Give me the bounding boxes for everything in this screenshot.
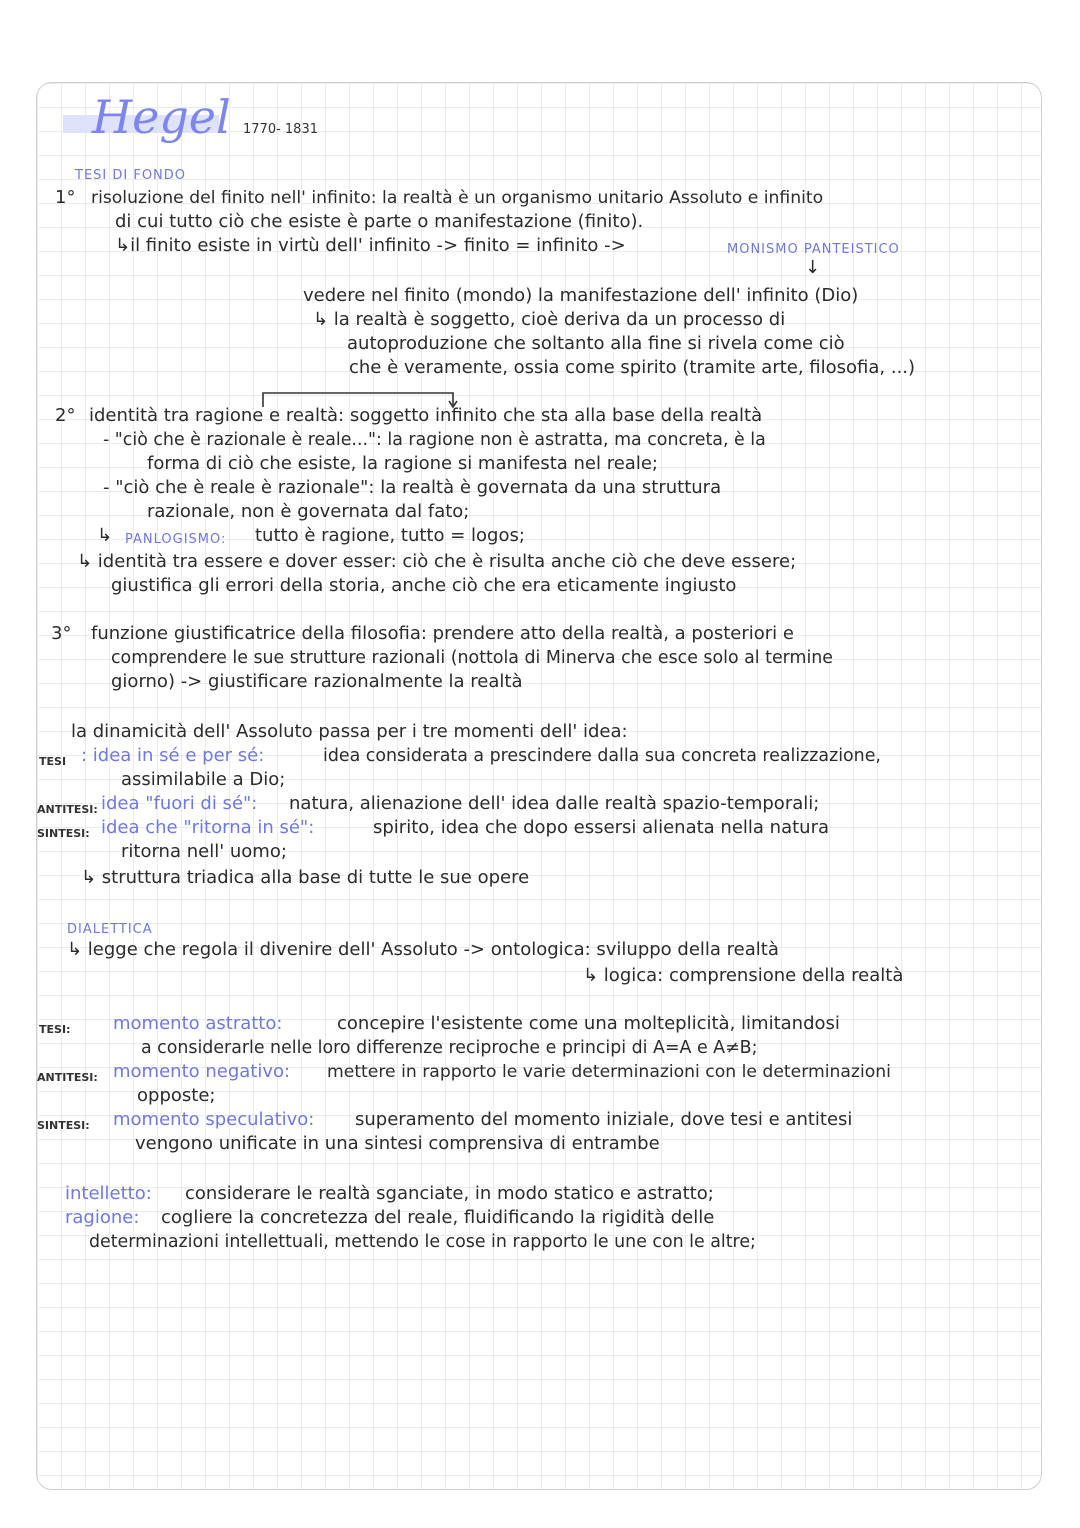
label-antitesi-2: ANTITESI: [37, 1071, 98, 1084]
d-sintesi-text-2: vengono unificate in una sintesi comprensiva di entrambe [135, 1133, 660, 1154]
s2-line-5: razionale, non è governata dal fato; [147, 501, 470, 522]
s2-line-2: - "ciò che è razionale è reale...": la ragione non è astratta, ma concreta, è la [103, 430, 766, 450]
label-tesi: TESI [39, 755, 67, 768]
number-1: 1° [55, 187, 76, 208]
d-antitesi-text-2: opposte; [137, 1085, 216, 1106]
term-idea-che-ritorna: idea che "ritorna in sé": [101, 817, 315, 838]
arrow-down-icon: ↓ [805, 257, 821, 278]
monismo-panteistico: MONISMO PANTEISTICO [727, 242, 900, 257]
panlogismo: PANLOGISMO: [125, 532, 227, 547]
term-momento-negativo: momento negativo: [113, 1061, 291, 1082]
arrow-right-icon: ↳ [97, 525, 113, 546]
s1-line-2: di cui tutto ciò che esiste è parte o manifestazione (finito). [115, 211, 644, 232]
d-tesi-text: concepire l'esistente come una molteplicità, limitandosi [337, 1013, 840, 1034]
s3-line-3: giorno) -> giustificare razionalmente la realtà [111, 671, 523, 692]
s2-line-7: ↳ identità tra essere e dover esser: ciò che è risulta anche ciò che deve essere; [77, 551, 797, 572]
dialettica-line-1: ↳ legge che regola il divenire dell' Assoluto -> ontologica: sviluppo della realtà [67, 939, 779, 960]
s1-line-5: ↳ la realtà è soggetto, cioè deriva da un processo di [313, 309, 786, 330]
term-momento-astratto: momento astratto: [113, 1013, 283, 1034]
tesi-text-2: assimilabile a Dio; [121, 769, 286, 790]
heading-dialettica: DIALETTICA [67, 922, 153, 937]
antitesi-text: natura, alienazione dell' idea dalle realtà spazio-temporali; [289, 793, 820, 814]
s1-line-6: autoproduzione che soltanto alla fine si rivela come ciò [347, 333, 845, 354]
term-idea-in-se: : idea in sé e per sé: [81, 745, 265, 766]
s3-line-1: funzione giustificatrice della filosofia: prendere atto della realtà, a posteriori e [91, 623, 794, 644]
sintesi-text-2: ritorna nell' uomo; [121, 841, 287, 862]
term-momento-speculativo: momento speculativo: [113, 1109, 315, 1130]
s1-line-1: risoluzione del finito nell' infinito: la realtà è un organismo unitario Assoluto e infinito [91, 188, 824, 208]
d-antitesi-text: mettere in rapporto le varie determinazioni con le determinazioni [327, 1062, 891, 1082]
d-tesi-text-2: a considerarle nelle loro differenze reciproche e principi di A=A e A≠B; [141, 1038, 758, 1058]
s1-line-3: ↳il finito esiste in virtù dell' infinito -> finito = infinito -> [115, 235, 626, 256]
s3-line-2: comprendere le sue strutture razionali (nottola di Minerva che esce solo al termine [111, 648, 834, 668]
ragione-text-2: determinazioni intellettuali, mettendo le cose in rapporto le une con le altre; [89, 1232, 756, 1252]
notebook-page [36, 82, 1042, 1490]
label-antitesi: ANTITESI: [37, 803, 98, 816]
d-sintesi-text: superamento del momento iniziale, dove tesi e antitesi [355, 1109, 853, 1130]
s2-line-1: identità tra ragione e realtà: soggetto infinito che sta alla base della realtà [89, 405, 763, 426]
s2-line-8: giustifica gli errori della storia, anche ciò che era eticamente ingiusto [111, 575, 737, 596]
label-sintesi-2: SINTESI: [37, 1119, 90, 1132]
years: 1770- 1831 [243, 122, 318, 137]
s2-line-4: - "ciò che è reale è razionale": la realtà è governata da una struttura [103, 477, 722, 498]
s2-line-3: forma di ciò che esiste, la ragione si manifesta nel reale; [147, 453, 658, 474]
struttura-triadica: ↳ struttura triadica alla base di tutte le sue opere [81, 867, 530, 888]
term-ragione: ragione: [65, 1207, 140, 1228]
label-tesi-2: TESI: [39, 1023, 71, 1036]
ragione-text: cogliere la concretezza del reale, fluidificando la rigidità delle [161, 1207, 715, 1228]
intelletto-text: considerare le realtà sganciate, in modo statico e astratto; [185, 1183, 714, 1204]
page-title: Hegel [92, 90, 231, 144]
s1-line-7: che è veramente, ossia come spirito (tramite arte, filosofia, ...) [349, 357, 916, 378]
number-2: 2° [55, 405, 76, 426]
s2-line-6: tutto è ragione, tutto = logos; [255, 525, 525, 546]
dialettica-line-2: ↳ logica: comprensione della realtà [583, 965, 904, 986]
sintesi-text: spirito, idea che dopo essersi alienata nella natura [373, 817, 830, 838]
tesi-text: idea considerata a prescindere dalla sua concreta realizzazione, [323, 746, 881, 766]
term-idea-fuori-di-se: idea "fuori di sé": [101, 793, 258, 814]
s1-line-4: vedere nel finito (mondo) la manifestazione dell' infinito (Dio) [303, 285, 859, 306]
label-sintesi: SINTESI: [37, 827, 90, 840]
number-3: 3° [51, 623, 72, 644]
s4-line-1: la dinamicità dell' Assoluto passa per i tre momenti dell' idea: [71, 721, 628, 742]
term-intelletto: intelletto: [65, 1183, 152, 1204]
heading-tesi-di-fondo: TESI DI FONDO [75, 168, 187, 183]
